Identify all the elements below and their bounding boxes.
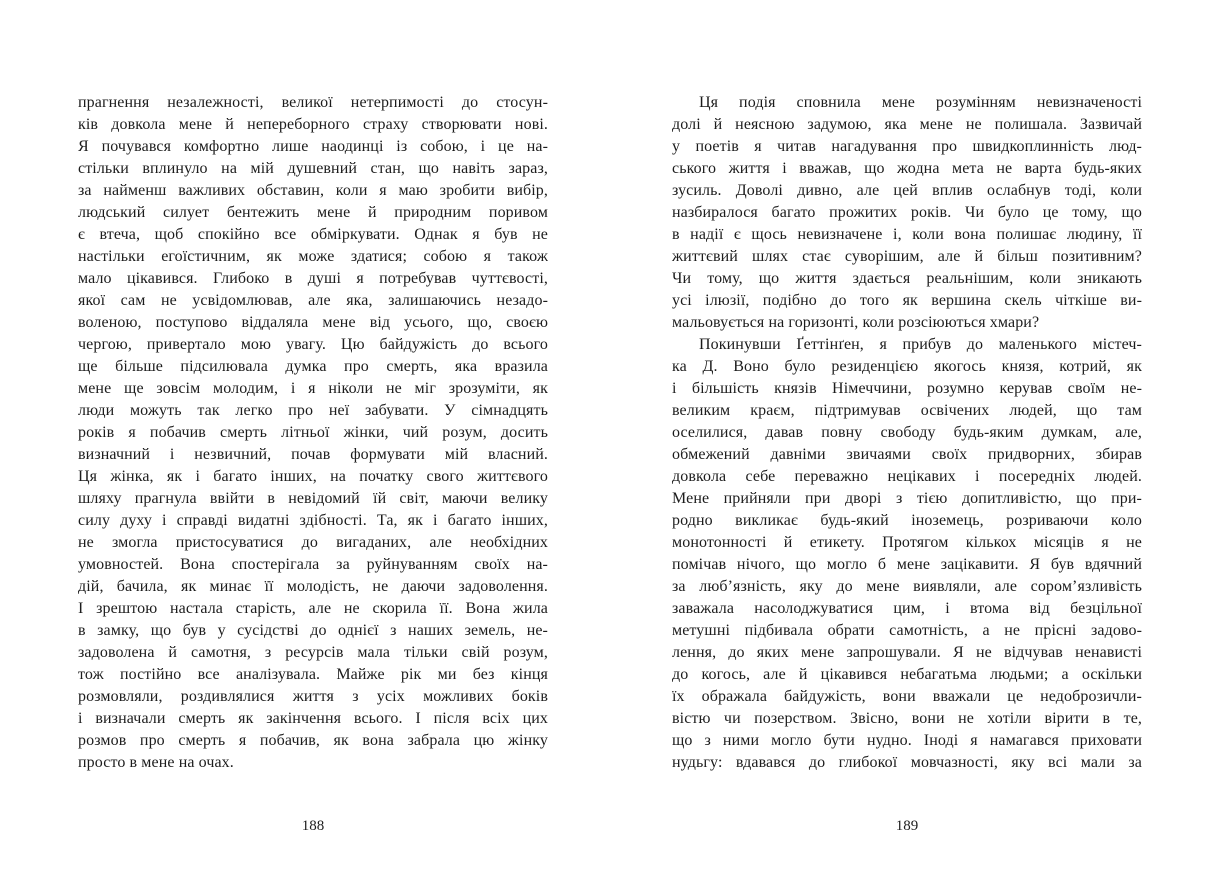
text-line: зусиль. Доволі дивно, але цей вплив ослабнув тоді, коли (672, 182, 1142, 199)
text-line: назбиралося багато прожитих років. Чи було це тому, що (672, 204, 1142, 221)
text-line: великим краєм, підтримував освічених людей, що там (672, 402, 1142, 419)
text-line: в надії є щось невизначене і, коли вона полишає людину, її (672, 226, 1142, 243)
text-line: заважала насолоджуватися цим, і втома від безцільної (672, 600, 1142, 617)
text-line: обмежений давніми звичаями своїх придворних, збирав (672, 446, 1142, 463)
text-line: метушні підбивала обрати самотність, а не прісні задово- (672, 622, 1142, 639)
text-line: стільки вплинуло на мій душевний стан, що навіть зараз, (78, 160, 548, 177)
text-line: І зрештою настала старість, але не скорила її. Вона жила (78, 600, 548, 617)
text-line: дій, бачила, як минає її молодість, не даючи задоволення. (78, 578, 548, 595)
page-number-right: 189 (895, 818, 919, 834)
page-right-text (672, 92, 1142, 774)
text-line: Покинувши Ґеттінґен, я прибув до маленького містеч- (699, 336, 1142, 353)
text-line: за найменш важливих обставин, коли я маю зробити вибір, (78, 182, 548, 199)
text-line: Ця жінка, як і багато інших, на початку свого життєвого (78, 468, 548, 485)
text-line: їх ображала байдужість, вони вважали це недоброзичли- (672, 688, 1142, 705)
text-line: лення, до яких мене запрошували. Я не відчував ненависті (672, 644, 1142, 661)
text-line: родно викликає будь-який іноземець, розриваючи коло (672, 512, 1142, 529)
text-line: мало цікавився. Глибоко в душі я потребував чуттєвості, (78, 270, 548, 287)
text-line: вістю чи позерством. Звісно, вони не хотіли вірити в те, (672, 710, 1142, 727)
text-line: монотонності й етикету. Протягом кількох місяців я не (672, 534, 1142, 551)
text-line: є втеча, щоб спокійно все обміркувати. Однак я був не (78, 226, 548, 243)
text-line: людський силует бентежить мене й природним поривом (78, 204, 548, 221)
page-right (672, 0, 1142, 883)
text-line: Ця подія сповнила мене розумінням невизначеності (699, 94, 1142, 111)
text-line: до когось, але й цікавився небагатьма людьми; а оскільки (672, 666, 1142, 683)
text-line: ще більше підсилювала думка про смерть, яка вразила (78, 358, 548, 375)
text-line: оселилися, давав повну свободу будь-яким думкам, але, (672, 424, 1142, 441)
text-line: долі й неясною задумою, яка мене не полишала. Зазвичай (672, 116, 1142, 133)
text-line: задоволена й самотня, з ресурсів мала тільки свій розум, (78, 644, 548, 661)
text-line: ків довкола мене й непереборного страху створювати нові. (78, 116, 548, 133)
text-line: мальовується на горизонті, коли розсіюються хмари? (672, 314, 1040, 331)
text-line: настільки егоїстичним, як може здатися; собою я також (78, 248, 548, 265)
text-line: помічав нічого, що могло б мене зацікавити. Я був вдячний (672, 556, 1142, 573)
text-line: чергою, привертало мою увагу. Цю байдужість до всього (78, 336, 548, 353)
text-line: прагнення незалежності, великої нетерпимості до стосун- (78, 94, 548, 111)
text-line: ка Д. Воно було резиденцією якогось князя, котрий, як (672, 358, 1142, 375)
text-line: ського життя і вважав, що жодна мета не варта будь-яких (672, 160, 1142, 177)
text-line: Я почувався комфортно лише наодинці із собою, і це на- (78, 138, 548, 155)
text-line: розмовляли, роздивлялися життя з усіх можливих боків (78, 688, 548, 705)
text-line: тож постійно все аналізувала. Майже рік ми без кінця (78, 666, 548, 683)
text-line: що з ними могло бути нудно. Іноді я намагався приховати (672, 732, 1142, 749)
text-line: років я побачив смерть літньої жінки, чий розум, досить (78, 424, 548, 441)
page-left (78, 0, 548, 883)
text-line: довкола себе переважно нецікавих і посередніх людей. (672, 468, 1142, 485)
text-line: мене ще зовсім молодим, і я ніколи не міг зрозуміти, як (78, 380, 548, 397)
page-left-text (78, 92, 548, 774)
text-line: і визначали смерть як закінчення всього. І після всіх цих (78, 710, 548, 727)
text-line: силу духу і справді видатні здібності. Та, як і багато інших, (78, 512, 548, 529)
text-line: за люб’язність, яку до мене виявляли, але сором’язливість (672, 578, 1142, 595)
text-line: нудьгу: вдавався до глибокої мовчазності, яку всі мали за (672, 754, 1142, 771)
text-line: розмов про смерть я побачив, як вона забрала цю жінку (78, 732, 548, 749)
text-line: люди можуть так легко про неї забувати. У сімнадцять (78, 402, 548, 419)
text-line: і більшість князів Німеччини, розумно керував своїм не- (672, 380, 1142, 397)
text-line: якої сам не усвідомлював, але яка, залишаючись незадо- (78, 292, 548, 309)
text-line: Чи тому, що життя здається реальнішим, коли зникають (672, 270, 1142, 287)
text-line: шляху прагнула ввійти в невідомий їй світ, маючи велику (78, 490, 548, 507)
page-number-left: 188 (301, 818, 325, 834)
text-line: просто в мене на очах. (78, 754, 234, 771)
text-line: не змогла пристосуватися до вигаданих, але необхідних (78, 534, 548, 551)
text-line: визначний і незвичний, почав формувати мій власний. (78, 446, 548, 463)
text-line: у поетів я читав нагадування про швидкоплинність люд- (672, 138, 1142, 155)
text-line: воленою, поступово віддаляла мене від усього, що, своєю (78, 314, 548, 331)
text-line: в замку, що був у сусідстві до однієї з наших земель, не- (78, 622, 548, 639)
text-line: умовностей. Вона спостерігала за руйнуванням своїх на- (78, 556, 548, 573)
text-line: Мене прийняли при дворі з тією допитливістю, що при- (672, 490, 1142, 507)
text-line: усі ілюзії, подібно до того як вершина скель чіткіше ви- (672, 292, 1142, 309)
text-line: життєвий шлях стає суворішим, але й більш позитивним? (672, 248, 1142, 265)
